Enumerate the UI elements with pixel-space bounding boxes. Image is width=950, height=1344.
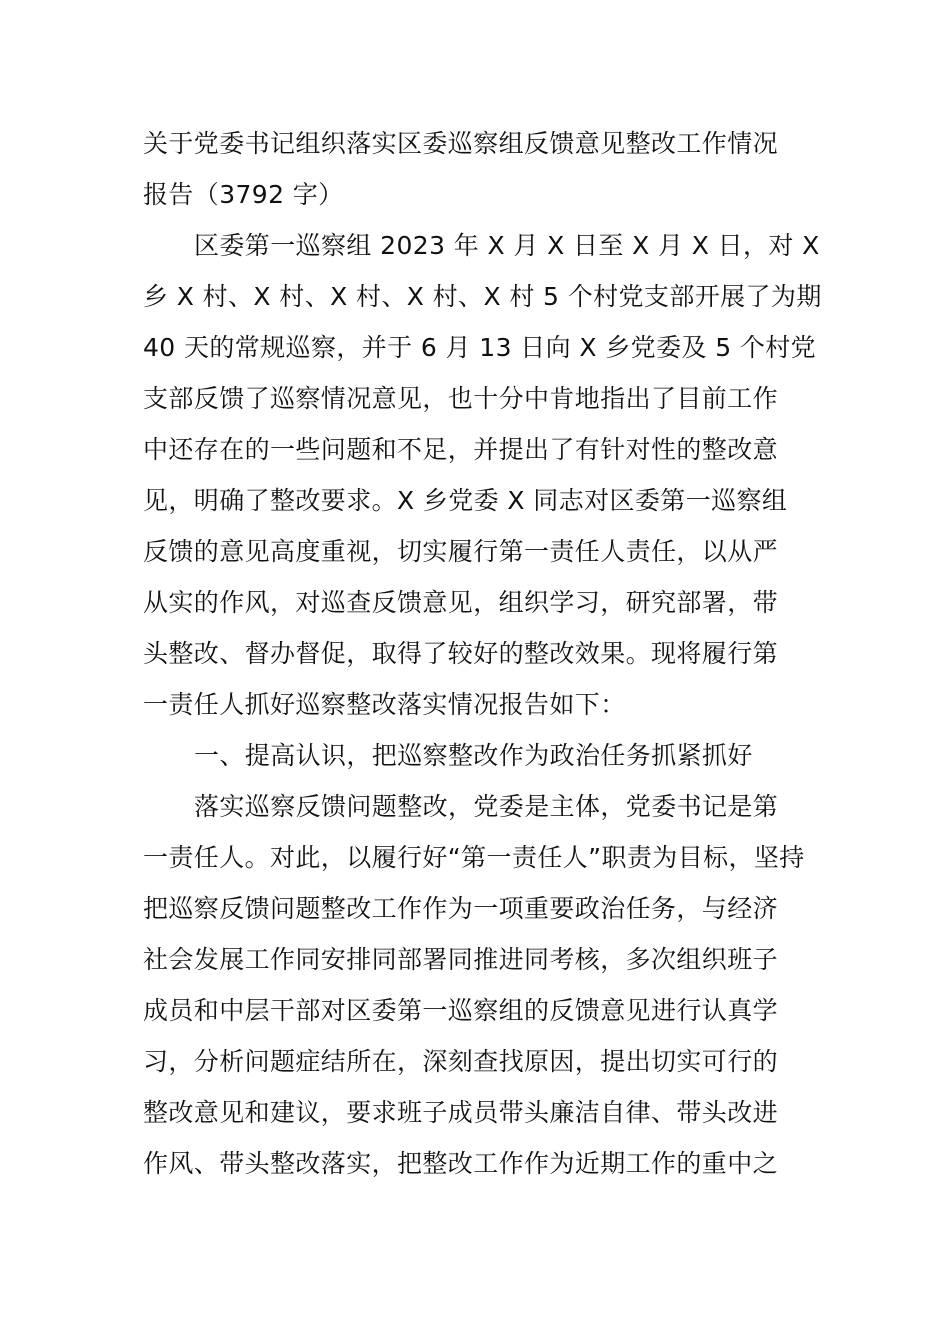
paragraph-line: 落实巡察反馈问题整改，党委是主体，党委书记是第 — [194, 792, 779, 821]
paragraph-line: 反馈的意见高度重视，切实履行第一责任人责任，以从严 — [143, 537, 779, 566]
paragraph-line: 作风、带头整改落实，把整改工作作为近期工作的重中之 — [143, 1149, 779, 1178]
paragraph-line: 一责任人抓好巡察整改落实情况报告如下： — [143, 690, 626, 719]
paragraph-line: 40 天的常规巡察，并于 6 月 13 日向 X 乡党委及 5 个村党 — [143, 333, 817, 362]
paragraph-line: 一责任人。对此，以履行好“第一责任人”职责为目标，坚持 — [143, 843, 805, 872]
title-line: 关于党委书记组织落实区委巡察组反馈意见整改工作情况 — [143, 129, 779, 158]
paragraph-section-1 — [143, 781, 808, 1189]
paragraph-line: 头整改、督办督促，取得了较好的整改效果。现将履行第 — [143, 639, 779, 668]
section-heading-1: 一、提高认识，把巡察整改作为政治任务抓紧抓好 — [194, 741, 753, 770]
paragraph-line: 中还存在的一些问题和不足，并提出了有针对性的整改意 — [143, 435, 779, 464]
paragraph-line: 社会发展工作同安排同部署同推进同考核，多次组织班子 — [143, 945, 779, 974]
document-title — [143, 118, 808, 220]
paragraph-line: 见，明确了整改要求。X 乡党委 X 同志对区委第一巡察组 — [143, 486, 788, 515]
paragraph-line: 区委第一巡察组 2023 年 X 月 X 日至 X 月 X 日，对 X — [194, 231, 820, 260]
title-line: 报告（3792 字） — [143, 180, 344, 209]
paragraph-line: 习，分析问题症结所在，深刻查找原因，提出切实可行的 — [143, 1047, 779, 1076]
paragraph-line: 整改意见和建议，要求班子成员带头廉洁自律、带头改进 — [143, 1098, 779, 1127]
paragraph-line: 成员和中层干部对区委第一巡察组的反馈意见进行认真学 — [143, 996, 779, 1025]
paragraph-line: 从实的作风，对巡查反馈意见，组织学习，研究部署，带 — [143, 588, 779, 617]
paragraph-intro — [143, 220, 822, 730]
paragraph-line: 乡 X 村、X 村、X 村、X 村、X 村 5 个村党支部开展了为期 — [143, 282, 822, 311]
paragraph-line: 支部反馈了巡察情况意见，也十分中肯地指出了目前工作 — [143, 384, 779, 413]
document-body — [143, 118, 822, 1189]
paragraph-line: 把巡察反馈问题整改工作作为一项重要政治任务，与经济 — [143, 894, 779, 923]
